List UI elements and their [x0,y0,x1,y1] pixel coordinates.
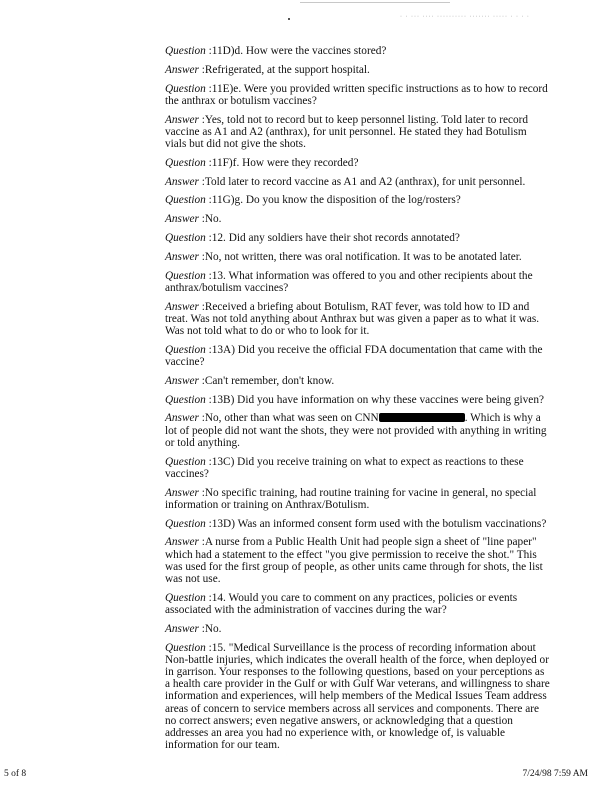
answer-entry [165,213,550,225]
question-text: :11D)d. How were the vaccines stored? [208,45,387,57]
question-label: Question [165,393,206,406]
question-text: :13B) Did you have information on why these vaccines were being given? [208,393,544,406]
answer-entry [165,623,550,635]
answer-entry [165,176,550,188]
answer-text: :Can't remember, don't know. [201,374,335,387]
question-entry [165,232,550,244]
answer-text: :Refrigerated, at the support hospital. [201,63,370,76]
answer-entry [165,487,550,511]
question-text: :13. What information was offered to you and other recipients about the anthrax/botulism vaccines? [165,269,533,294]
question-label: Question [165,156,206,169]
page-number: 5 of 8 [4,769,27,779]
answer-label: Answer [165,113,199,126]
question-entry [165,518,550,530]
answer-entry [165,412,550,449]
answer-text: :Received a briefing about Botulism, RAT fever, was told how to ID and treat. Was not told anything about Anthrax but was given a paper as to what it was. Was not told what to do or who to look for it. [165,300,540,337]
answer-text: :No. [201,622,222,635]
question-text: :13C) Did you receive training on what to expect as reactions to these vaccines? [165,455,524,480]
answer-text: :No, other than what was seen on CNN [201,412,379,425]
answer-label: Answer [165,536,199,549]
qa-document-body [165,45,550,758]
print-timestamp: 7/24/98 7:59 AM [522,769,588,779]
question-text: :11G)g. Do you know the disposition of the log/rosters? [208,194,461,207]
answer-entry [165,301,550,338]
answer-label: Answer [165,622,199,635]
question-entry [165,394,550,406]
answer-entry [165,64,550,76]
question-label: Question [165,194,206,207]
question-text: :12. Did any soldiers have their shot records annotated? [208,231,460,244]
fax-header-mark: · · ··· ···· ·········· ······· ····· · · · · [400,14,530,20]
question-entry [165,270,550,294]
question-label: Question [165,45,206,57]
question-label: Question [165,269,206,282]
question-entry [165,157,550,169]
question-label: Question [165,641,206,654]
answer-label: Answer [165,374,199,387]
answer-entry [165,114,550,151]
question-text: :13A) Did you receive the official FDA documentation that came with the vaccine? [165,343,543,368]
question-entry [165,592,550,616]
question-entry [165,194,550,206]
question-label: Question [165,231,206,244]
answer-text: :No, not written, there was oral notification. It was to be anotated later. [201,250,522,263]
question-text: :14. Would you care to comment on any practices, policies or events associated with the administration of vaccines during the war? [165,591,518,616]
question-label: Question [165,82,206,95]
answer-text: :Told later to record vaccine as A1 and A2 (anthrax), for unit personnel. [201,175,526,188]
question-entry [165,642,550,752]
question-entry [165,45,550,57]
scan-artifact-line [300,2,450,3]
scan-speck [288,18,290,20]
answer-label: Answer [165,213,199,226]
question-text: :11E)e. Were you provided written specific instructions as to how to record the anthrax or botulism vaccines? [165,82,548,107]
answer-text-continued: . Which is why a lot of people did not want the shots, they were not provided with anything in writing or told anything. [165,412,547,449]
answer-label: Answer [165,63,199,76]
answer-text: :No. [201,213,222,226]
question-label: Question [165,455,206,468]
question-text: :15. "Medical Surveillance is the process of recording information about Non-battle injuries, which indicates the overall health of the force, when deployed or in garrison. Your responses to the following questions, based on your perceptions as a health care provider in the Gulf or with Gulf War veterans, and willingness to share information and experiences, will help members of the Medical Issues Team address areas of concern to service members across all services and components. There are no correct answers; even negative answers, or acknowledging that a question addresses an area you had no experience with, or knowledge of, is valuable information for our team. [165,641,550,752]
answer-entry [165,536,550,585]
question-text: :13D) Was an informed consent form used with the botulism vaccinations? [208,517,547,530]
answer-text: :A nurse from a Public Health Unit had people sign a sheet of "line paper" which had a statement to the effect "you give permission to receive the shot." This was used for the first group of people, as other units came through for shots, the list was not use. [165,536,543,585]
question-label: Question [165,591,206,604]
question-label: Question [165,517,206,530]
answer-label: Answer [165,300,199,313]
question-entry [165,83,550,107]
answer-label: Answer [165,412,199,425]
answer-label: Answer [165,175,199,188]
question-entry [165,344,550,368]
answer-text: :Yes, told not to record but to keep personnel listing. Told later to record vaccine as A1 and A2 (anthrax), for unit personnel. He stated they had Botulism vials but did not give the shots. [165,113,529,150]
redaction-bar [379,413,465,422]
answer-entry [165,251,550,263]
question-text: :11F)f. How were they recorded? [208,156,359,169]
answer-label: Answer [165,486,199,499]
question-label: Question [165,343,206,356]
answer-label: Answer [165,250,199,263]
question-entry [165,456,550,480]
answer-entry [165,375,550,387]
answer-text: :No specific training, had routine training for vacine in general, no special information or training on Anthrax/Botulism. [165,486,537,511]
